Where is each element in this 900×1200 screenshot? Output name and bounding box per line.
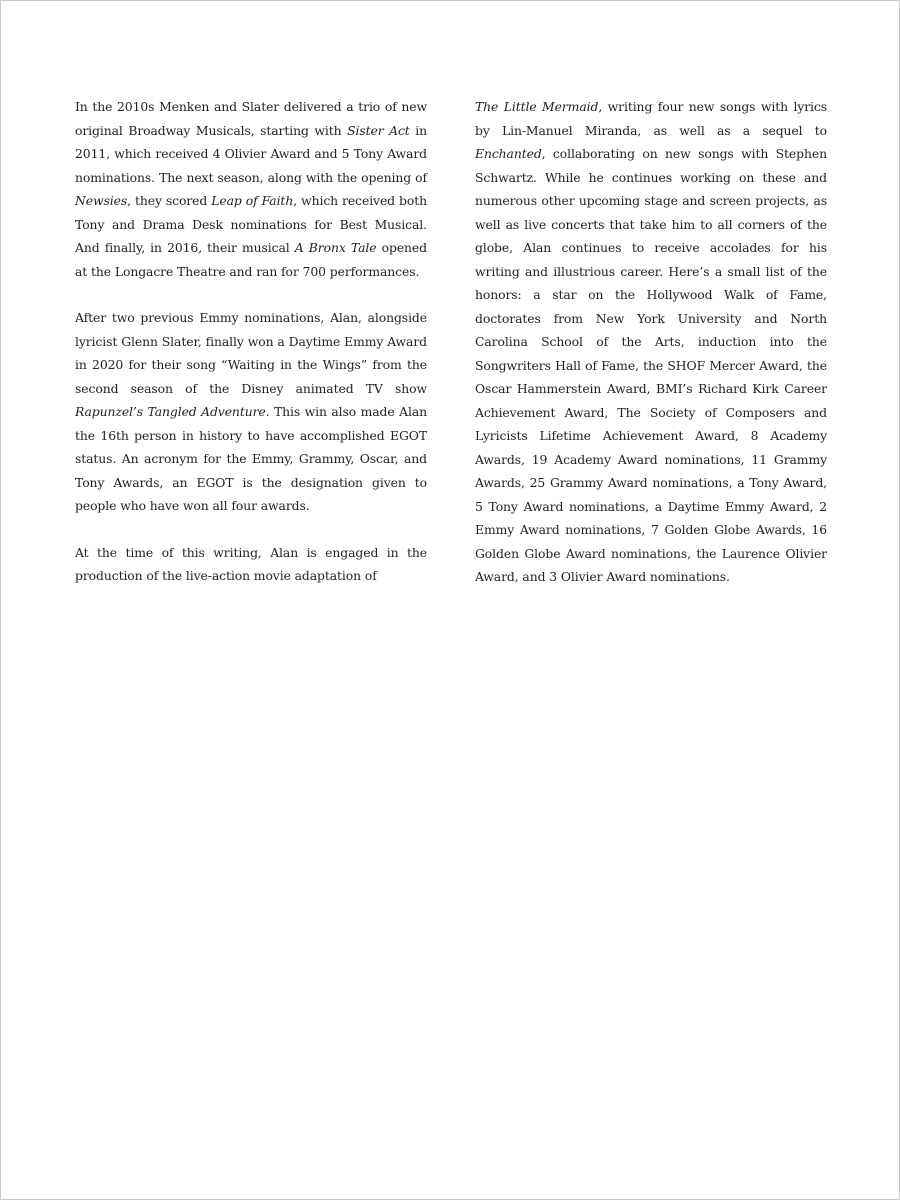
left-column <box>75 95 427 588</box>
paragraph-honors <box>475 95 827 589</box>
italic-title-newsies: Newsies <box>75 193 128 208</box>
paragraph-current-work <box>75 541 427 588</box>
paragraph-broadway-musicals <box>75 95 427 283</box>
text-run: opened at the Longacre Theatre and ran for 700 performances. <box>75 240 427 279</box>
text-run: , collaborating on new songs with Stephen Schwartz. While he continues working on these and numerous other upcoming stage and screen projects, as well as live concerts that take him to all corners of the globe, Alan continues to receive accolades for his writing and illustrious career. Here’s a small list of the honors: a star on the Hollywood Walk of Fame, doctorates from New York University and North Carolina School of the Arts, induction into the Songwriters Hall of Fame, the SHOF Mercer Award, the Oscar Hammerstein Award, BMI’s Richard Kirk Career Achievement Award, The Society of Composers and Lyricists Lifetime Achievement Award, 8 Academy Awards, 19 Academy Award nominations, 11 Grammy Awards, 25 Grammy Award nominations, a Tony Award, 5 Tony Award nominations, a Daytime Emmy Award, 2 Emmy Award nominations, 7 Golden Globe Awards, 16 Golden Globe Award nominations, the Laurence Olivier Award, and 3 Olivier Award nominations. <box>475 146 827 584</box>
paragraph-emmy-egot <box>75 306 427 518</box>
text-run: After two previous Emmy nominations, Alan, alongside lyricist Glenn Slater, finally won a Daytime Emmy Award in 2020 for their song “Waiting in the Wings” from the second season of the Disney animated TV show <box>75 310 427 396</box>
italic-title-sister-act: Sister Act <box>347 122 410 138</box>
text-run: , writing four new songs with lyrics by Lin-Manuel Miranda, as well as a sequel to <box>475 99 828 138</box>
italic-title-a-bronx-tale: A Bronx Tale <box>294 240 377 255</box>
text-run: . This win also made Alan the 16th person in history to have accomplished EGOT status. An acronym for the Emmy, Grammy, Oscar, and Tony Awards, an EGOT is the designation given to people who have won all four awards. <box>75 404 427 513</box>
italic-title-rapunzels-tangled-adventure: Rapunzel’s Tangled Adventure <box>75 404 266 419</box>
text-run: in 2011, which received 4 Olivier Award and 5 Tony Award nominations. The next season, along with the opening of <box>75 122 427 185</box>
text-run: , which received both Tony and Drama Desk nominations for Best Musical. And finally, in 2016, their musical <box>75 193 427 255</box>
italic-title-leap-of-faith: Leap of Faith <box>211 193 294 208</box>
italic-title-the-little-mermaid: The Little Mermaid <box>475 99 599 114</box>
text-run: At the time of this writing, Alan is engaged in the production of the live-action movie adaptation of <box>75 544 427 583</box>
right-column <box>475 95 827 589</box>
italic-title-enchanted: Enchanted <box>475 146 542 161</box>
text-run: In the 2010s Menken and Slater delivered a trio of new original Broadway Musicals, starting with <box>75 99 427 138</box>
text-run: , they scored <box>127 193 212 208</box>
